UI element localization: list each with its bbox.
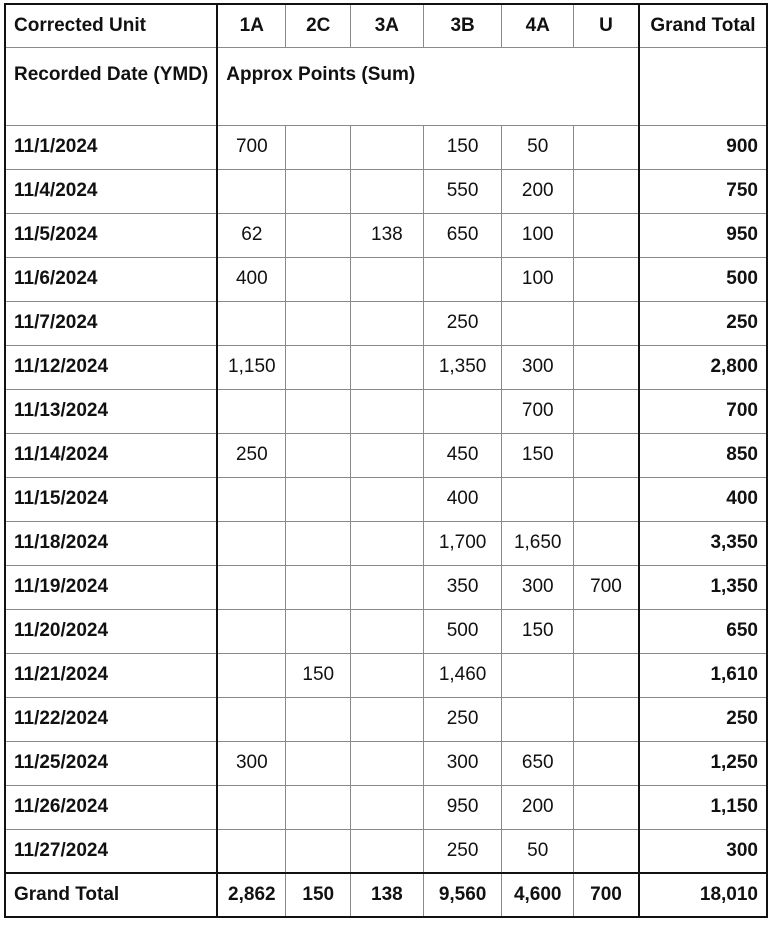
table-row (5, 213, 767, 257)
cell-1a[interactable]: 400 (217, 257, 286, 301)
cell-4a[interactable]: 150 (502, 433, 574, 477)
cell-u[interactable] (573, 169, 639, 213)
total-2c[interactable]: 150 (286, 873, 351, 917)
table-row (5, 169, 767, 213)
row-grand-total[interactable]: 500 (639, 257, 767, 301)
subheader-empty-cell (639, 47, 767, 125)
total-3a[interactable]: 138 (351, 873, 424, 917)
row-grand-total[interactable]: 750 (639, 169, 767, 213)
cell-1a[interactable]: 250 (217, 433, 286, 477)
row-date[interactable]: 11/20/2024 (5, 609, 217, 653)
cell-2c[interactable] (286, 257, 351, 301)
cell-2c[interactable] (286, 565, 351, 609)
table-row (5, 653, 767, 697)
cell-3b[interactable]: 250 (423, 829, 502, 873)
cell-3b[interactable]: 250 (423, 697, 502, 741)
cell-2c[interactable] (286, 389, 351, 433)
row-grand-total[interactable]: 1,350 (639, 565, 767, 609)
column-header-3b[interactable]: 3B (423, 4, 502, 47)
cell-1a[interactable] (217, 521, 286, 565)
cell-3b[interactable]: 150 (423, 125, 502, 169)
cell-4a[interactable] (502, 697, 574, 741)
cell-4a[interactable]: 300 (502, 345, 574, 389)
cell-1a[interactable] (217, 697, 286, 741)
total-3b[interactable]: 9,560 (423, 873, 502, 917)
cell-u[interactable] (573, 697, 639, 741)
cell-3a[interactable] (351, 433, 424, 477)
cell-u[interactable] (573, 213, 639, 257)
cell-3a[interactable] (351, 829, 424, 873)
table-row (5, 301, 767, 345)
cell-3b[interactable]: 450 (423, 433, 502, 477)
cell-4a[interactable]: 50 (502, 125, 574, 169)
cell-u[interactable] (573, 125, 639, 169)
row-grand-total[interactable]: 1,150 (639, 785, 767, 829)
cell-3b[interactable]: 650 (423, 213, 502, 257)
row-grand-total[interactable]: 700 (639, 389, 767, 433)
row-grand-total[interactable]: 850 (639, 433, 767, 477)
cell-3b[interactable] (423, 389, 502, 433)
cell-3a[interactable] (351, 477, 424, 521)
cell-4a[interactable]: 200 (502, 785, 574, 829)
cell-1a[interactable] (217, 169, 286, 213)
row-date[interactable]: 11/13/2024 (5, 389, 217, 433)
column-header-2c[interactable]: 2C (286, 4, 351, 47)
cell-1a[interactable] (217, 389, 286, 433)
table-row (5, 521, 767, 565)
cell-3b[interactable]: 1,350 (423, 345, 502, 389)
cell-2c[interactable]: 150 (286, 653, 351, 697)
cell-3b[interactable] (423, 257, 502, 301)
cell-1a[interactable]: 62 (217, 213, 286, 257)
cell-1a[interactable] (217, 565, 286, 609)
cell-3b[interactable]: 300 (423, 741, 502, 785)
cell-4a[interactable]: 700 (502, 389, 574, 433)
cell-3a[interactable] (351, 301, 424, 345)
cell-u[interactable] (573, 521, 639, 565)
row-date[interactable]: 11/26/2024 (5, 785, 217, 829)
cell-3a[interactable] (351, 257, 424, 301)
row-grand-total[interactable]: 950 (639, 213, 767, 257)
cell-2c[interactable] (286, 301, 351, 345)
cell-4a[interactable]: 50 (502, 829, 574, 873)
cell-1a[interactable] (217, 301, 286, 345)
row-grand-total[interactable]: 250 (639, 697, 767, 741)
cell-u[interactable] (573, 741, 639, 785)
cell-u[interactable] (573, 389, 639, 433)
table-row (5, 477, 767, 521)
cell-1a[interactable] (217, 477, 286, 521)
cell-2c[interactable] (286, 741, 351, 785)
total-u[interactable]: 700 (573, 873, 639, 917)
subheader-row (5, 47, 767, 125)
cell-3a[interactable] (351, 565, 424, 609)
cell-3a[interactable] (351, 521, 424, 565)
grand-total-label[interactable]: Grand Total (5, 873, 217, 917)
table-row (5, 741, 767, 785)
column-header-u[interactable]: U (573, 4, 639, 47)
row-date[interactable]: 11/5/2024 (5, 213, 217, 257)
table-row (5, 257, 767, 301)
cell-u[interactable] (573, 653, 639, 697)
table-row (5, 697, 767, 741)
measure-label[interactable]: Approx Points (Sum) (217, 47, 639, 125)
cell-3a[interactable] (351, 609, 424, 653)
cell-1a[interactable] (217, 653, 286, 697)
cell-2c[interactable] (286, 345, 351, 389)
cell-3a[interactable] (351, 125, 424, 169)
cell-3b[interactable]: 550 (423, 169, 502, 213)
cell-4a[interactable]: 200 (502, 169, 574, 213)
cell-3b[interactable]: 1,460 (423, 653, 502, 697)
cell-3b[interactable]: 250 (423, 301, 502, 345)
cell-4a[interactable]: 150 (502, 609, 574, 653)
cell-1a[interactable] (217, 609, 286, 653)
cell-u[interactable] (573, 477, 639, 521)
cell-u[interactable]: 700 (573, 565, 639, 609)
column-header-1a[interactable]: 1A (217, 4, 286, 47)
total-4a[interactable]: 4,600 (502, 873, 574, 917)
row-date[interactable]: 11/4/2024 (5, 169, 217, 213)
total-1a[interactable]: 2,862 (217, 873, 286, 917)
cell-1a[interactable]: 300 (217, 741, 286, 785)
row-grand-total[interactable]: 1,250 (639, 741, 767, 785)
row-grand-total[interactable]: 1,610 (639, 653, 767, 697)
pivot-table (4, 3, 768, 918)
cell-1a[interactable] (217, 829, 286, 873)
cell-2c[interactable] (286, 785, 351, 829)
row-grand-total[interactable]: 2,800 (639, 345, 767, 389)
cell-u[interactable] (573, 829, 639, 873)
row-field-header[interactable]: Corrected Unit (5, 4, 217, 47)
cell-4a[interactable]: 100 (502, 213, 574, 257)
row-date[interactable]: 11/19/2024 (5, 565, 217, 609)
cell-3b[interactable]: 500 (423, 609, 502, 653)
row-grand-total[interactable]: 300 (639, 829, 767, 873)
cell-3a[interactable] (351, 653, 424, 697)
cell-u[interactable] (573, 257, 639, 301)
table-row (5, 565, 767, 609)
row-date[interactable]: 11/21/2024 (5, 653, 217, 697)
row-grand-total[interactable]: 250 (639, 301, 767, 345)
cell-3b[interactable]: 350 (423, 565, 502, 609)
cell-2c[interactable] (286, 521, 351, 565)
table-row (5, 785, 767, 829)
cell-2c[interactable] (286, 169, 351, 213)
cell-1a[interactable] (217, 785, 286, 829)
column-header-4a[interactable]: 4A (502, 4, 574, 47)
cell-2c[interactable] (286, 125, 351, 169)
cell-3b[interactable]: 950 (423, 785, 502, 829)
cell-3a[interactable] (351, 345, 424, 389)
row-date[interactable]: 11/1/2024 (5, 125, 217, 169)
cell-4a[interactable] (502, 301, 574, 345)
cell-4a[interactable] (502, 477, 574, 521)
cell-1a[interactable]: 700 (217, 125, 286, 169)
cell-4a[interactable]: 650 (502, 741, 574, 785)
row-grand-total[interactable]: 400 (639, 477, 767, 521)
table-row (5, 829, 767, 873)
row-date[interactable]: 11/12/2024 (5, 345, 217, 389)
cell-2c[interactable] (286, 213, 351, 257)
row-label-header[interactable]: Recorded Date (YMD) (5, 47, 217, 125)
cell-3a[interactable] (351, 785, 424, 829)
cell-u[interactable] (573, 609, 639, 653)
row-grand-total[interactable]: 900 (639, 125, 767, 169)
cell-2c[interactable] (286, 477, 351, 521)
cell-u[interactable] (573, 345, 639, 389)
grand-total-row (5, 873, 767, 917)
row-date[interactable]: 11/22/2024 (5, 697, 217, 741)
cell-3b[interactable]: 400 (423, 477, 502, 521)
row-date[interactable]: 11/6/2024 (5, 257, 217, 301)
row-grand-total[interactable]: 650 (639, 609, 767, 653)
table-row (5, 389, 767, 433)
cell-1a[interactable]: 1,150 (217, 345, 286, 389)
row-date[interactable]: 11/15/2024 (5, 477, 217, 521)
cell-2c[interactable] (286, 697, 351, 741)
table-row (5, 345, 767, 389)
cell-u[interactable] (573, 301, 639, 345)
cell-4a[interactable]: 300 (502, 565, 574, 609)
cell-u[interactable] (573, 433, 639, 477)
cell-2c[interactable] (286, 433, 351, 477)
cell-4a[interactable]: 100 (502, 257, 574, 301)
cell-4a[interactable] (502, 653, 574, 697)
column-header-row (5, 4, 767, 47)
cell-u[interactable] (573, 785, 639, 829)
grand-total-value[interactable]: 18,010 (639, 873, 767, 917)
row-date[interactable]: 11/7/2024 (5, 301, 217, 345)
cell-3a[interactable] (351, 389, 424, 433)
cell-3a[interactable] (351, 741, 424, 785)
cell-3a[interactable]: 138 (351, 213, 424, 257)
table-row (5, 609, 767, 653)
row-date[interactable]: 11/14/2024 (5, 433, 217, 477)
grand-total-header[interactable]: Grand Total (639, 4, 767, 47)
cell-4a[interactable]: 1,650 (502, 521, 574, 565)
row-date[interactable]: 11/25/2024 (5, 741, 217, 785)
table-row (5, 125, 767, 169)
cell-3a[interactable] (351, 697, 424, 741)
row-date[interactable]: 11/27/2024 (5, 829, 217, 873)
cell-2c[interactable] (286, 829, 351, 873)
column-header-3a[interactable]: 3A (351, 4, 424, 47)
row-grand-total[interactable]: 3,350 (639, 521, 767, 565)
cell-3a[interactable] (351, 169, 424, 213)
row-date[interactable]: 11/18/2024 (5, 521, 217, 565)
cell-3b[interactable]: 1,700 (423, 521, 502, 565)
cell-2c[interactable] (286, 609, 351, 653)
table-row (5, 433, 767, 477)
